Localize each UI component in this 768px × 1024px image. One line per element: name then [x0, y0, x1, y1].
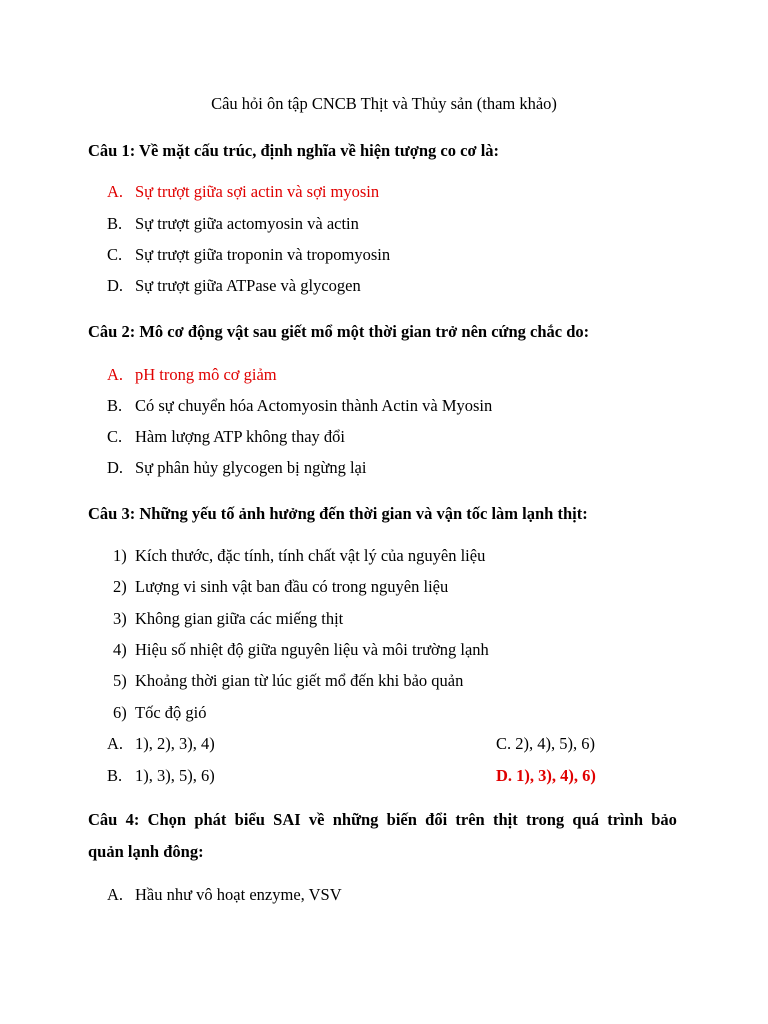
option-text: pH trong mô cơ giảm [135, 365, 277, 384]
question-2-option-d [0, 458, 768, 478]
question-2-option-c [0, 427, 768, 447]
option-letter: C. [107, 245, 123, 264]
question-3-item-5 [0, 671, 768, 691]
option-letter: C. [107, 427, 123, 446]
word: biểu [234, 810, 265, 829]
item-text: Hiệu số nhiệt độ giữa nguyên liệu và môi trường lạnh [135, 640, 489, 659]
option-d-text: D. 1), 3), 4), 6) [496, 766, 596, 785]
item-text: Không gian giữa các miếng thịt [135, 609, 344, 628]
item-text: Lượng vi sinh vật ban đầu có trong nguyên liệu [135, 577, 449, 596]
word: trên [455, 810, 485, 829]
question-3-item-2 [0, 577, 768, 597]
word: SAI [273, 810, 301, 829]
option-text: Có sự chuyển hóa Actomyosin thành Actin và Myosin [135, 396, 493, 415]
question-3-item-3 [0, 609, 768, 629]
word: những [332, 810, 379, 829]
word: bảo [651, 810, 677, 829]
question-3-item-4 [0, 640, 768, 660]
option-text: Sự trượt giữa sợi actin và sợi myosin [135, 182, 380, 201]
option-letter: A. [107, 885, 124, 904]
question-3-options-row-2 [0, 766, 768, 786]
option-text: Hàm lượng ATP không thay đổi [135, 427, 346, 446]
question-3-item-6 [0, 703, 768, 723]
question-2-option-b [0, 396, 768, 416]
question-4-option-a [0, 885, 768, 905]
word: Câu [88, 810, 118, 829]
question-1-option-c [0, 245, 768, 265]
word: quá [572, 810, 599, 829]
question-1-option-b [0, 214, 768, 234]
item-number: 3) [113, 609, 127, 628]
word: Chọn [147, 810, 187, 829]
word: phát [194, 810, 227, 829]
question-3-item-1 [0, 546, 768, 566]
option-letter: B. [107, 396, 123, 415]
option-letter: B. [107, 214, 123, 233]
option-letter: A. [107, 365, 124, 384]
option-text: Hầu như vô hoạt enzyme, VSV [135, 885, 342, 904]
option-letter: A. [107, 734, 124, 753]
option-a-text: 1), 2), 3), 4) [135, 734, 215, 753]
option-c-text: C. 2), 4), 5), 6) [496, 734, 595, 753]
option-b-text: 1), 3), 5), 6) [135, 766, 215, 785]
option-letter: D. [107, 276, 124, 295]
option-letter: A. [107, 182, 124, 201]
question-1-label: Câu 1: Về mặt cấu trúc, định nghĩa về hiện tượng co cơ là: [88, 141, 500, 160]
item-number: 1) [113, 546, 127, 565]
option-letter: D. [107, 458, 124, 477]
item-text: Kích thước, đặc tính, tính chất vật lý của nguyên liệu [135, 546, 486, 565]
item-text: Khoảng thời gian từ lúc giết mổ đến khi bảo quản [135, 671, 464, 690]
question-2-option-a [0, 365, 768, 385]
option-letter: B. [107, 766, 123, 785]
word: trình [607, 810, 643, 829]
word: biến [386, 810, 417, 829]
option-text: Sự trượt giữa troponin và tropomyosin [135, 245, 391, 264]
word: về [308, 810, 325, 829]
item-number: 6) [113, 703, 127, 722]
question-3-label: Câu 3: Những yếu tố ảnh hưởng đến thời gian và vận tốc làm lạnh thịt: [88, 504, 588, 523]
option-text: Sự trượt giữa actomyosin và actin [135, 214, 359, 233]
page-title: Câu hỏi ôn tập CNCB Thịt và Thủy sản (tham khảo) [211, 94, 557, 113]
question-3-options-row-1 [0, 734, 768, 754]
question-1-option-a [0, 182, 768, 202]
item-number: 4) [113, 640, 127, 659]
question-2-label: Câu 2: Mô cơ động vật sau giết mổ một thời gian trở nên cứng chắc do: [88, 322, 590, 341]
word: trong [525, 810, 565, 829]
option-text: Sự phân hủy glycogen bị ngừng lại [135, 458, 367, 477]
question-4-label-line-1 [88, 810, 677, 830]
item-text: Tốc độ gió [135, 703, 207, 722]
word: thịt [492, 810, 518, 829]
option-text: Sự trượt giữa ATPase và glycogen [135, 276, 361, 295]
item-number: 2) [113, 577, 127, 596]
word: đổi [425, 810, 448, 829]
question-4-label-line-2: quản lạnh đông: [88, 842, 204, 861]
item-number: 5) [113, 671, 127, 690]
question-1-option-d [0, 276, 768, 296]
word: 4: [125, 810, 140, 829]
